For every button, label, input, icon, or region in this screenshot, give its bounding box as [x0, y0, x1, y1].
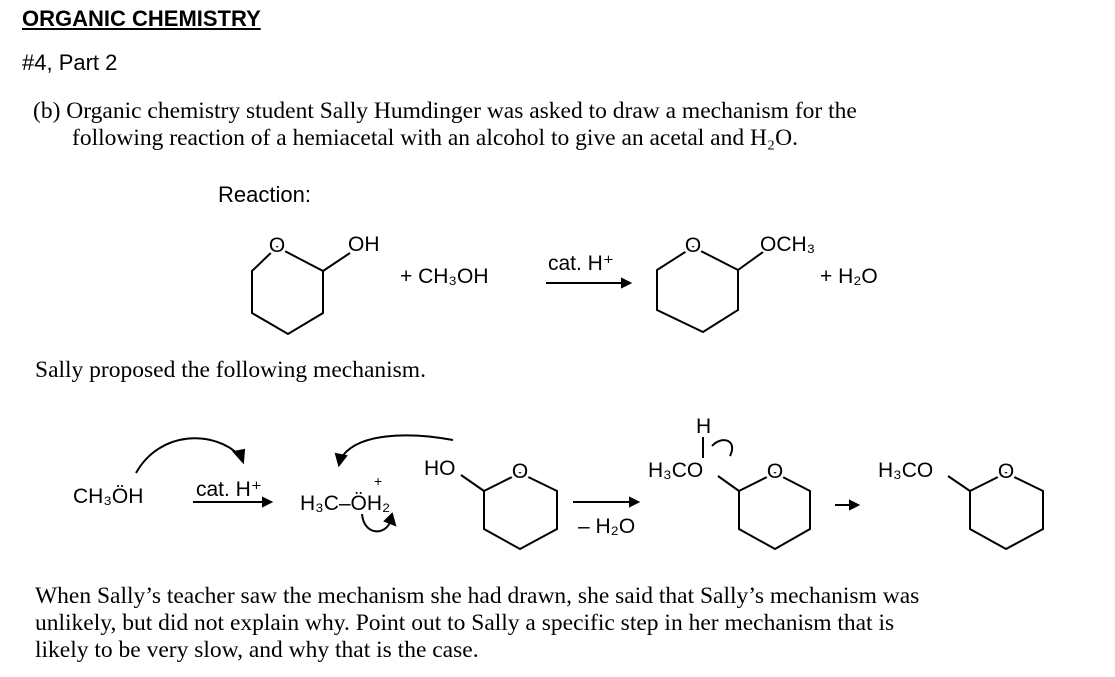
acetal-och3: OCH₃ [760, 233, 816, 256]
acetal-ring-oxygen: O [684, 234, 702, 257]
mechanism-ring-oxygen: O [511, 460, 529, 483]
mechanism-intro: Sally proposed the following mechanism. [35, 357, 426, 383]
oxonium-bond [718, 476, 739, 491]
plus-methanol: + CH₃OH [400, 265, 489, 288]
curved-arrow-leaving-head [385, 514, 395, 525]
oxonium-ring [739, 473, 810, 549]
step2-condition: – H₂O [578, 515, 636, 538]
hemiacetal-ring [252, 247, 323, 334]
curved-arrow-proton-transfer-head [234, 450, 244, 462]
plus-water: + H₂O [820, 265, 878, 288]
teacher-comment-line3: likely to be very slow, and why that is the case. [35, 637, 479, 663]
teacher-comment [35, 583, 1085, 664]
protonated-methanol: H₃C–ÖH₂ [300, 492, 391, 515]
step3-arrowhead [850, 501, 858, 509]
mechanism-ho-bond [461, 475, 484, 491]
hemiacetal-oh: OH [348, 233, 380, 256]
part-label: (b) [33, 98, 61, 124]
curved-arrow-attack-head [336, 454, 346, 465]
product-ring-oxygen: O [997, 460, 1015, 483]
hemiacetal-ring-oxygen: O [268, 234, 286, 257]
hemiacetal-c-oh-bond [323, 253, 350, 271]
mechanism-ho: HO [424, 457, 456, 480]
methanol-label: CH₃ÖH [73, 485, 144, 508]
page-subtitle: #4, Part 2 [22, 50, 118, 75]
curved-arrow-proton-transfer [136, 438, 240, 473]
acetal-ring [657, 247, 738, 332]
reaction-condition: cat. H⁺ [548, 252, 614, 275]
plus-charge: + [374, 473, 383, 489]
question-text-line1: Organic chemistry student Sally Humdinger was asked to draw a mechanism for the [66, 98, 857, 124]
product-group: H₃CO [878, 459, 934, 482]
reaction-arrowhead [622, 279, 630, 287]
teacher-comment-line2: unlikely, but did not explain why. Point out to Sally a specific step in her mechanism that is [35, 610, 895, 636]
product-bond [948, 476, 970, 491]
page-title: ORGANIC CHEMISTRY [22, 6, 261, 31]
teacher-comment-line1: When Sally’s teacher saw the mechanism she had drawn, she said that Sally’s mechanism was [35, 583, 920, 609]
reaction-label: Reaction: [218, 182, 311, 207]
question-text-line2: following reaction of a hemiacetal with an alcohol to give an acetal and H₂O. [72, 125, 798, 151]
oxonium-h: H [696, 415, 712, 438]
mechanism-hemiacetal-ring [484, 473, 557, 549]
step1-condition: cat. H⁺ [196, 478, 262, 501]
oxonium-curved-arrow [712, 440, 732, 456]
product-ring [970, 473, 1043, 549]
oxonium-group: H₃CO [648, 459, 704, 482]
oxonium-ring-oxygen: O [766, 460, 784, 483]
step2-arrowhead [630, 498, 638, 506]
step1-arrowhead [263, 498, 271, 506]
